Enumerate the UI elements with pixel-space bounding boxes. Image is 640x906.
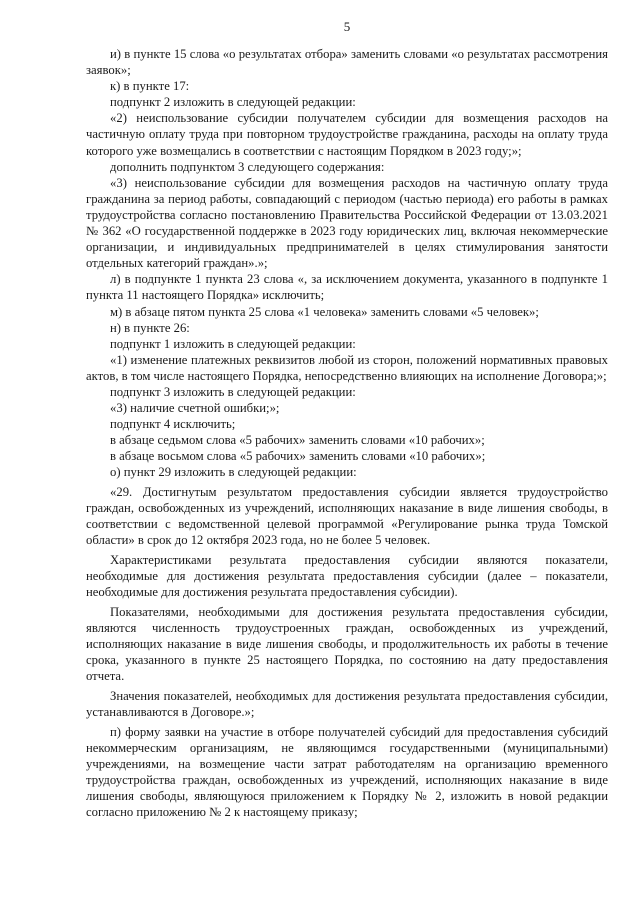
paragraph: Показателями, необходимыми для достижения результата предоставления субсидии, являются численность трудоустроенных граждан, освобожденных из учреждений, исполняющих наказание в виде лишения свободы, и продолжительность их работы в течение срока, указанного в пункте 25 настоящего Порядка, по состоянию на дату предоставления отчета. <box>86 604 608 684</box>
paragraph: подпункт 4 исключить; <box>110 417 236 432</box>
paragraph: «29. Достигнутым результатом предоставления субсидии является трудоустройство граждан, освобожденных из учреждений, исполняющих наказание в виде лишения свободы, в соответствии с ведомственной целевой программой «Регулирование рынка труда Томской области» в срок до 12 октября 2023 года, но не более 5 человек. <box>86 485 608 548</box>
paragraph: «2) неиспользование субсидии получателем субсидии для возмещения расходов на частичную оплату труда при повторном трудоустройстве гражданина, расходы на оплату труда которого уже возмещались в соответствии с настоящим Порядком в 2023 году;»; <box>86 111 608 158</box>
paragraph: в абзаце седьмом слова «5 рабочих» заменить словами «10 рабочих»; <box>110 433 485 448</box>
paragraph: Характеристиками результата предоставления субсидии являются показатели, необходимые для достижения результата предоставления субсидии (далее – показатели, необходимые для достижения результата предоставления субсидии). <box>86 553 608 600</box>
paragraph: дополнить подпунктом 3 следующего содержания: <box>110 159 385 174</box>
page-number: 5 <box>343 19 351 34</box>
paragraph: Значения показателей, необходимых для достижения результата предоставления субсидии, устанавливаются в Договоре.»; <box>86 689 608 720</box>
paragraph-n: н) в пункте 26: <box>110 320 190 335</box>
paragraph: «3) неиспользование субсидии для возмещения расходов на частичную оплату труда гражданина за период работы, совпадающий с периодом (частью периода) его работы в рамках трудоустройства согласно постановлению Правительства Российской Федерации от 13.03.2021 № 362 «О государственной поддержке в 2023 году юридических лиц, включая некоммерческие организации, и индивидуальных предпринимателей в целях стимулирования занятости отдельных категорий граждан».»; <box>86 175 608 271</box>
paragraph: в абзаце восьмом слова «5 рабочих» заменить словами «10 рабочих»; <box>110 449 486 464</box>
paragraph-i: и) в пункте 15 слова «о результатах отбора» заменить словами «о результатах рассмотрения заявок»; <box>86 47 608 78</box>
paragraph: подпункт 1 изложить в следующей редакции: <box>110 336 356 351</box>
paragraph-o: о) пункт 29 изложить в следующей редакции: <box>110 465 357 480</box>
paragraph: подпункт 2 изложить в следующей редакции: <box>110 95 356 110</box>
paragraph: «3) наличие счетной ошибки;»; <box>110 401 280 416</box>
paragraph: «1) изменение платежных реквизитов любой из сторон, положений нормативных правовых актов, в том числе настоящего Порядка, непосредственно влияющих на исполнение Договора;»; <box>86 352 608 383</box>
paragraph-l: л) в подпункте 1 пункта 23 слова «, за исключением документа, указанного в подпункте 1 пункта 11 настоящего Порядка» исключить; <box>86 272 608 303</box>
paragraph: подпункт 3 изложить в следующей редакции: <box>110 384 356 399</box>
document-body <box>86 46 608 820</box>
paragraph-p: п) форму заявки на участие в отборе получателей субсидий для предоставления субсидий некоммерческим организациям, не являющимся государственными (муниципальными) учреждениями, на возмещение части затрат работодателям на организацию временного трудоустройства граждан, освобожденных из учреждений, исполняющих наказание в виде лишения свободы, являющуюся приложением к Порядку № 2, изложить в новой редакции согласно приложению № 2 к настоящему приказу; <box>86 724 608 820</box>
paragraph-k: к) в пункте 17: <box>110 79 190 94</box>
paragraph-m: м) в абзаце пятом пункта 25 слова «1 человека» заменить словами «5 человек»; <box>110 304 539 319</box>
